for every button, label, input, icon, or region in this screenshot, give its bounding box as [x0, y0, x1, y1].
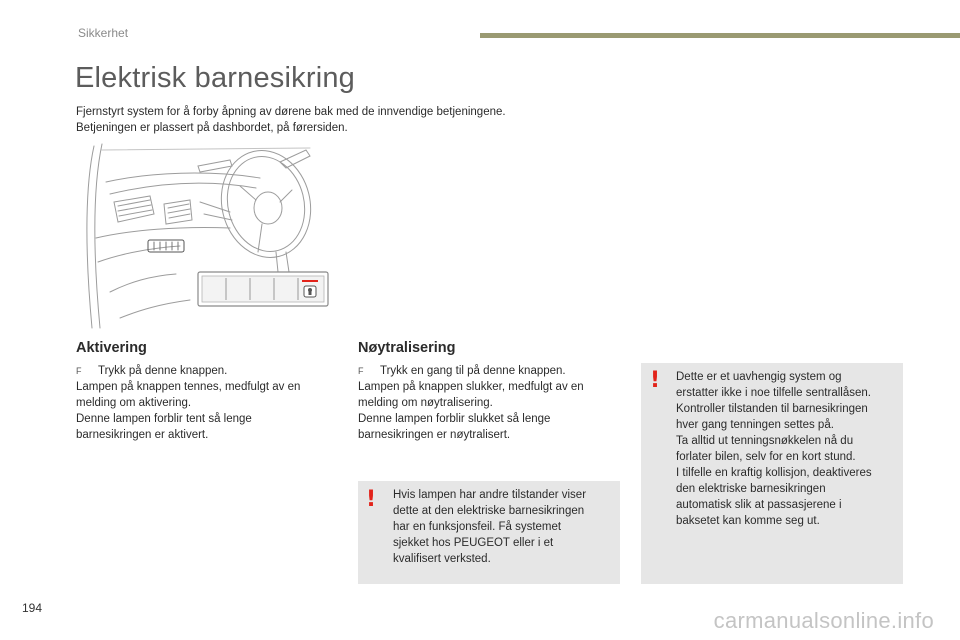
- warning-line: Dette er et uavhengig system og: [676, 371, 842, 383]
- warning-line: hver gang tenningen settes på.: [676, 419, 834, 431]
- neutralization-bullet-line: F Trykk en gang til på denne knappen.: [358, 365, 566, 377]
- warning-line: automatisk slik at passasjerene i: [676, 499, 842, 511]
- neutralization-line: Lampen på knappen slukker, medfulgt av en: [358, 381, 584, 393]
- activation-heading: Aktivering: [76, 340, 147, 356]
- warning-line: sjekket hos PEUGEOT eller i et: [393, 537, 554, 549]
- button-panel-zoom: [198, 272, 328, 306]
- watermark: carmanualsonline.info: [713, 608, 934, 633]
- exclamation-icon: !: [650, 368, 661, 393]
- neutralization-text: [358, 363, 584, 443]
- bullet-icon: F: [76, 366, 82, 376]
- warning-line: forlater bilen, selv for en kort stund.: [676, 451, 856, 463]
- warning-fault-text: [393, 487, 586, 567]
- warning-line: har en funksjonsfeil. Få systemet: [393, 521, 562, 533]
- warning-line: Kontroller tilstanden til barnesikringen: [676, 403, 868, 415]
- warning-line: Ta alltid ut tenningsnøkkelen nå du: [676, 435, 854, 447]
- activation-bullet-line: F Trykk på denne knappen.: [76, 365, 228, 377]
- activation-line: Denne lampen forblir tent så lenge: [76, 413, 252, 425]
- page-title: Elektrisk barnesikring: [75, 62, 355, 94]
- page-number: 194: [22, 601, 43, 615]
- header-accent-bar: [480, 33, 960, 38]
- dashboard-illustration: [80, 142, 342, 330]
- warning-line: Hvis lampen har andre tilstander viser: [393, 489, 587, 501]
- warning-box-fault: [358, 481, 620, 584]
- activation-line: barnesikringen er aktivert.: [76, 429, 209, 441]
- warning-line: I tilfelle en kraftig kollisjon, deaktiveres: [676, 467, 872, 479]
- section-label: Sikkerhet: [78, 26, 129, 40]
- bullet-icon: F: [358, 366, 364, 376]
- warning-line: baksetet kan komme seg ut.: [676, 515, 820, 527]
- activation-line: melding om aktivering.: [76, 397, 192, 409]
- intro-line: Fjernstyrt system for å forby åpning av dørene bak med de innvendige betjeningene.: [76, 106, 506, 118]
- neutralization-line: barnesikringen er nøytralisert.: [358, 429, 511, 441]
- activation-text: [76, 363, 300, 443]
- warning-box-independent: [641, 363, 903, 584]
- warning-line: kvalifisert verksted.: [393, 553, 491, 565]
- warning-line: dette at den elektriske barnesikringen: [393, 505, 585, 517]
- warning-line: erstatter ikke i noe tilfelle sentrallåsen.: [676, 387, 871, 399]
- neutralization-heading: Nøytralisering: [358, 340, 456, 356]
- warning-independent-text: [676, 369, 872, 529]
- neutralization-line: melding om nøytralisering.: [358, 397, 493, 409]
- neutralization-line: Denne lampen forblir slukket så lenge: [358, 413, 551, 425]
- activation-line: Lampen på knappen tennes, medfulgt av en: [76, 381, 301, 393]
- exclamation-icon: !: [366, 487, 377, 512]
- intro-line: Betjeningen er plassert på dashbordet, på førersiden.: [76, 122, 348, 134]
- intro-paragraph: [76, 104, 506, 136]
- warning-line: den elektriske barnesikringen: [676, 483, 826, 495]
